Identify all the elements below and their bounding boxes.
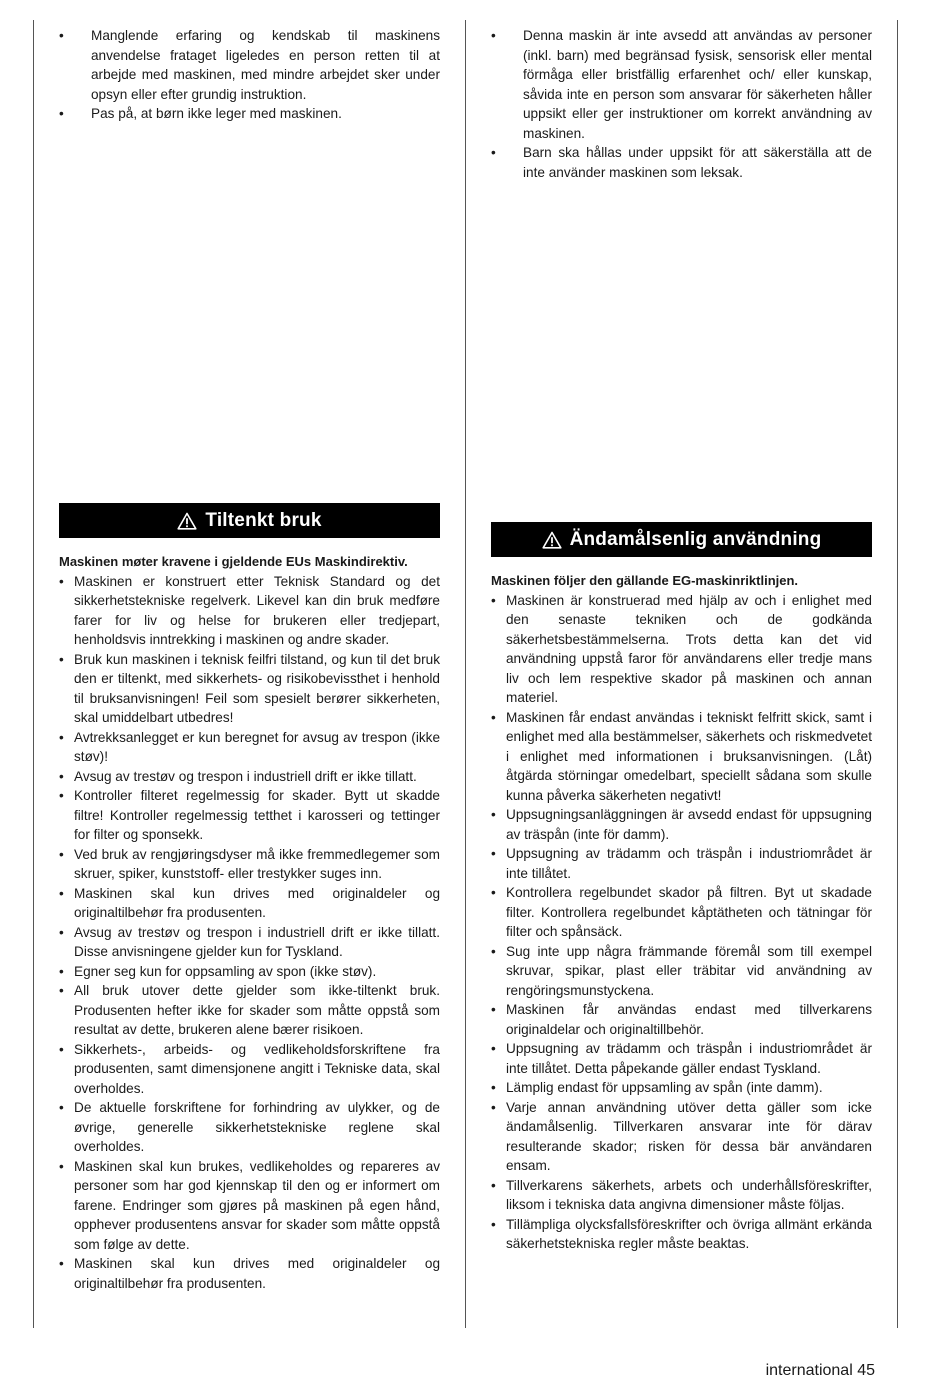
list-item: • Uppsugningsanläggningen är avsedd endast för uppsugning av träspån (inte för damm). [491, 805, 872, 844]
list-item: • Uppsugning av trädamm och träspån i industriområdet är inte tillåtet. [491, 844, 872, 883]
list-item: • Maskinen får endast användas i tekniskt felfritt skick, samt i enlighet med alla bestämmelser, säkerhets och riskmedvetet i enlighet med informationen i bruksanvisningen. (Låt) åtgärda störningar omedelbart, speciellt sådana som skulle kunna påverka säkerheten negativt! [491, 708, 872, 806]
list-item: • Manglende erfaring og kendskab til maskinens anvendelse frataget ligeledes en person retten til at arbejde med maskinen, med mindre arbejdet sker under opsyn eller efter grundig instruktion. [59, 26, 440, 104]
list-item: • Sikkerhets-, arbeids- og vedlikeholdsforskriftene fra produsenten, samt dimensjonene angitt i Tekniske data, skal overholdes. [59, 1040, 440, 1099]
section-title: Tiltenkt bruk [205, 509, 322, 531]
list-item: • Pas på, at børn ikke leger med maskinen. [59, 104, 440, 124]
swedish-top-list [491, 26, 872, 182]
list-item: • Avsug av trestøv og trespon i industriell drift er ikke tillatt. Disse anvisningene gjelder kun for Tyskland. [59, 923, 440, 962]
column-divider-right [897, 20, 898, 1328]
list-item: • Uppsugning av trädamm och träspån i industriområdet är inte tillåtet. Detta påpekande gäller endast Tyskland. [491, 1039, 872, 1078]
section-lead: Maskinen följer den gällande EG-maskinriktlinjen. [491, 573, 799, 588]
section-header-tiltenkt-bruk [59, 503, 440, 538]
list-item: • Ved bruk av rengjøringsdyser må ikke fremmedlegemer som skruer, spiker, kunststoff- eller trestykker suges inn. [59, 845, 440, 884]
list-item: • Kontrollera regelbundet skador på filtren. Byt ut skadade filter. Kontrollera regelbundet kåptätheten och tätningar för filter och spånsäck. [491, 883, 872, 942]
swedish-section [491, 522, 872, 1254]
section-lead: Maskinen møter kravene i gjeldende EUs Maskindirektiv. [59, 554, 408, 569]
list-item: • Lämplig endast för uppsamling av spån (inte damm). [491, 1078, 872, 1098]
danish-list [59, 26, 440, 124]
column-divider-left [33, 20, 34, 1328]
list-item: • Maskinen får användas endast med tillverkarens originaldelar och originaltillbehör. [491, 1000, 872, 1039]
list-item: • Maskinen er konstruert etter Teknisk Standard og det sikkerhetstekniske regelverk. Likevel kan din bruk medføre farer for liv og helse for brukeren eller tredjepart, henholdsvis inntrekking i maskinen og andre skader. [59, 572, 440, 650]
list-item: • Tillämpliga olycksfallsföreskrifter och övriga allmänt erkända säkerhetstekniska regler måste beaktas. [491, 1215, 872, 1254]
list-item: • Avtrekksanlegget er kun beregnet for avsug av trespon (ikke støv)! [59, 728, 440, 767]
list-item: • De aktuelle forskriftene for forhindring av ulykker, og de øvrige, generelle sikkerhetstekniske reglene skal overholdes. [59, 1098, 440, 1157]
list-item: • Tillverkarens säkerhets, arbets och underhållsföreskrifter, liksom i tekniska data angivna dimensioner måste följas. [491, 1176, 872, 1215]
norwegian-list [59, 572, 440, 1294]
page-footer: international 45 [765, 1362, 875, 1379]
section-title: Ändamålsenlig användning [569, 528, 822, 550]
list-item: • Varje annan användning utöver detta gäller som icke ändamålsenlig. Tillverkaren ansvarar inte för därav resulterande skador; risken för dessa bär användaren ensam. [491, 1098, 872, 1176]
list-item: • Egner seg kun for oppsamling av spon (ikke støv). [59, 962, 440, 982]
top-left-block [59, 26, 440, 124]
list-item: • All bruk utover dette gjelder som ikke-tiltenkt bruk. Produsenten hefter ikke for skader som måtte oppstå som resultat av dette, brukeren alene bærer risikoen. [59, 981, 440, 1040]
top-right-block [491, 26, 872, 182]
list-item: • Barn ska hållas under uppsikt för att säkerställa att de inte använder maskinen som leksak. [491, 143, 872, 182]
swedish-list [491, 591, 872, 1254]
list-item: • Maskinen är konstruerad med hjälp av och i enlighet med den senaste tekniken och de godkända säkerhetsbestämmelserna. Trots detta kan det vid användning uppstå faror för användarens eller tredje mans liv och lem respektive skador på maskinen och annan materiel. [491, 591, 872, 708]
warning-triangle-icon [542, 531, 562, 549]
list-item: • Bruk kun maskinen i teknisk feilfri tilstand, og kun til det bruk den er tiltenkt, med sikkerhets- og risikobevissthet i henhold til bruksanvisningen! Feil som spesielt berører sikkerheten, skal umiddelbart utbedres! [59, 650, 440, 728]
list-item: • Denna maskin är inte avsedd att användas av personer (inkl. barn) med begränsad fysisk, sensorisk eller mental förmåga eller bristfällig erfarenhet och/ eller kunskap, såvida inte en person som ansvarar för säkerheten håller uppsikt eller ger instruktioner om korrekt användning av maskinen. [491, 26, 872, 143]
list-item: • Avsug av trestøv og trespon i industriell drift er ikke tillatt. [59, 767, 440, 787]
list-item: • Maskinen skal kun brukes, vedlikeholdes og repareres av personer som har god kjennskap til den og er informert om farene. Endringer som gjøres på maskinen på egen hånd, opphever produsentens ansvar for skader som måtte oppstå som følge av dette. [59, 1157, 440, 1255]
list-item: • Kontroller filteret regelmessig for skader. Bytt ut skadde filtre! Kontroller regelmessig tetthet i karosseri og tettinger for filter og sponsekk. [59, 786, 440, 845]
norwegian-section [59, 503, 440, 1293]
column-divider-center [465, 20, 466, 1328]
list-item: • Sug inte upp några främmande föremål som till exempel skruvar, spikar, plast eller träbitar vid användning av rengöringsmunstyckena. [491, 942, 872, 1001]
list-item: • Maskinen skal kun drives med originaldeler og originaltilbehør fra produsenten. [59, 884, 440, 923]
list-item: • Maskinen skal kun drives med originaldeler og originaltilbehør fra produsenten. [59, 1254, 440, 1293]
section-header-andamalsenlig-anvandning [491, 522, 872, 557]
warning-triangle-icon [177, 512, 197, 530]
